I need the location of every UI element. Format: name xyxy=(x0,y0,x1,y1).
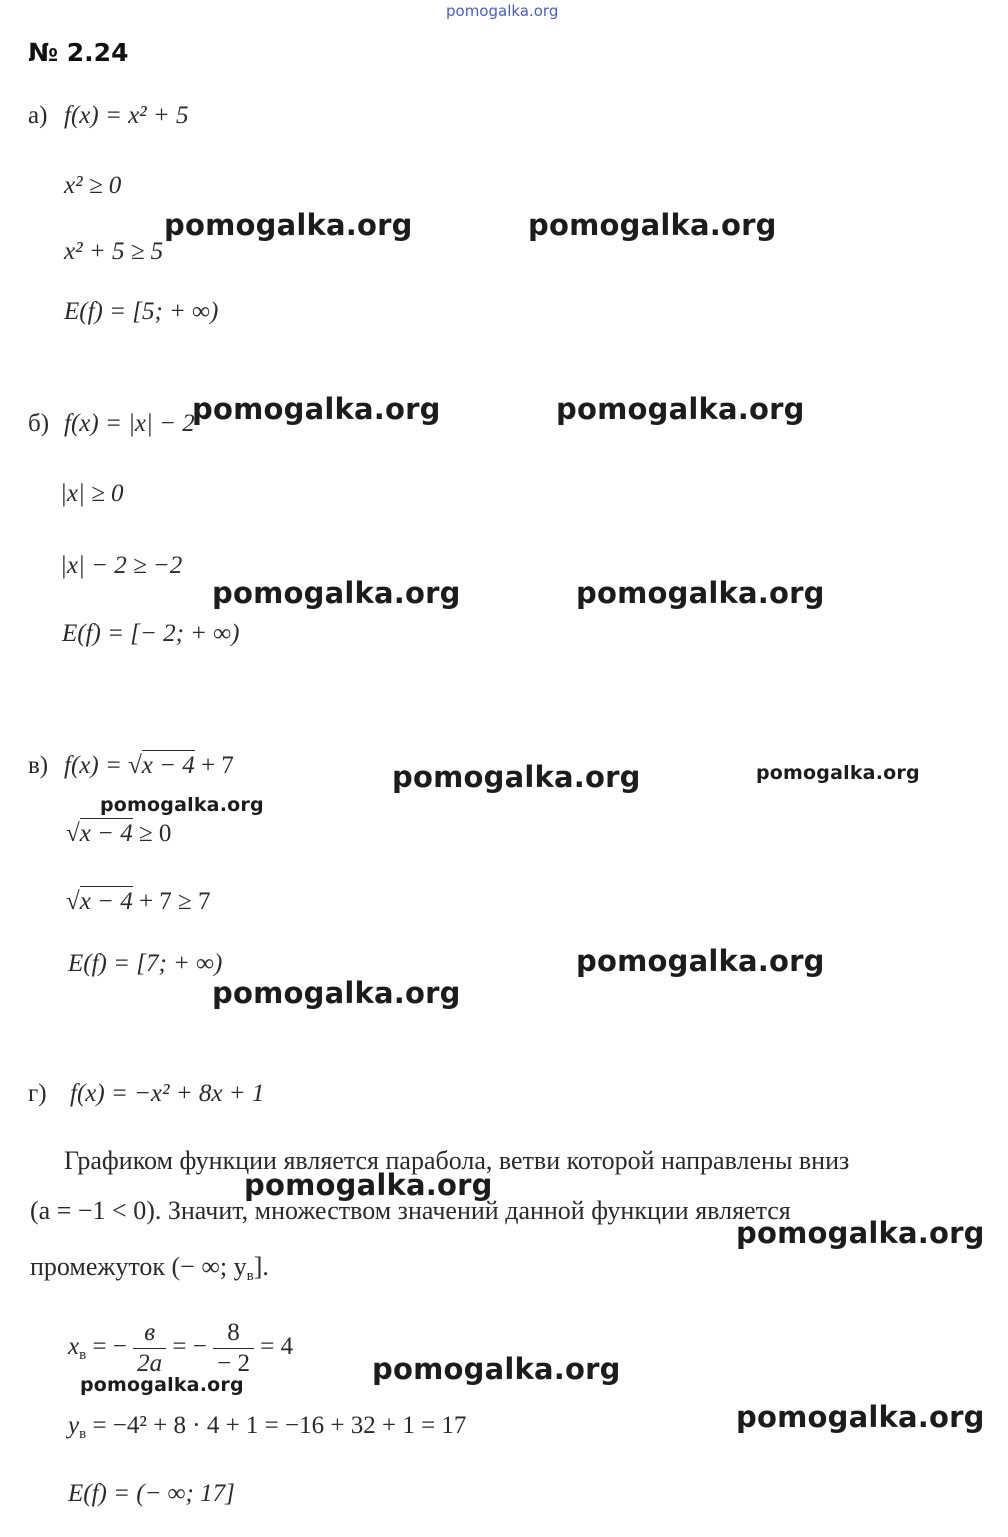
watermark: pomogalka.org xyxy=(244,1168,493,1202)
part-v-function: f(x) = √x − 4 + 7 xyxy=(64,752,234,779)
part-v-step1: √x − 4 ≥ 0 xyxy=(66,820,172,847)
part-g-text-line3: промежуток (− ∞; $y_в$]. xyxy=(30,1252,269,1284)
part-b-step1: |x| ≥ 0 xyxy=(60,480,124,507)
part-v-result: E(f) = [7; + ∞) xyxy=(68,950,223,977)
part-g-result: E(f) = (− ∞; 17] xyxy=(68,1480,235,1507)
watermark: pomogalka.org xyxy=(164,208,413,242)
watermark: pomogalka.org xyxy=(736,1400,985,1434)
watermark: pomogalka.org xyxy=(392,760,641,794)
part-a-step2: x² + 5 ≥ 5 xyxy=(64,238,164,265)
watermark: pomogalka.org xyxy=(192,392,441,426)
task-number: № 2.24 xyxy=(28,38,129,67)
part-b-step2: |x| − 2 ≥ −2 xyxy=(60,552,183,579)
watermark: pomogalka.org xyxy=(736,1216,985,1250)
part-b-label: б) xyxy=(28,410,50,437)
sqrt-sign: √ xyxy=(66,820,80,847)
watermark: pomogalka.org xyxy=(100,794,264,816)
part-g-label: г) xyxy=(28,1080,47,1107)
part-a-result: E(f) = [5; + ∞) xyxy=(64,298,219,325)
part-g-vertex-x: $x_в$ = − $\frac{в}{2a}$ = − $\frac{8}{- 2}$ = 4 xyxy=(68,1319,294,1377)
watermark: pomogalka.org xyxy=(212,576,461,610)
part-b-function: f(x) = |x| − 2 xyxy=(64,410,195,437)
part-a-label: а) xyxy=(28,102,48,129)
watermark: pomogalka.org xyxy=(212,976,461,1010)
part-b-result: E(f) = [− 2; + ∞) xyxy=(62,620,240,647)
part-a-step1: x² ≥ 0 xyxy=(64,172,122,199)
watermark: pomogalka.org xyxy=(556,392,805,426)
fraction: $\frac{8}{- 2}$ xyxy=(213,1318,254,1379)
fraction: $\frac{в}{2a}$ xyxy=(133,1318,166,1379)
sqrt-sign: √ xyxy=(128,752,142,779)
watermark: pomogalka.org xyxy=(576,944,825,978)
watermark: pomogalka.org xyxy=(756,762,920,784)
part-g-function: f(x) = −x² + 8x + 1 xyxy=(70,1080,265,1107)
part-v-step2: √x − 4 + 7 ≥ 7 xyxy=(66,888,211,915)
watermark: pomogalka.org xyxy=(528,208,777,242)
part-a-function: f(x) = x² + 5 xyxy=(64,102,189,129)
part-v-label: в) xyxy=(28,752,49,779)
part-g-text-line2: (a = −1 < 0). Значит, множеством значений данной функции является xyxy=(30,1196,791,1225)
watermark: pomogalka.org xyxy=(80,1374,244,1396)
site-header-link[interactable]: pomogalka.org xyxy=(446,2,559,20)
watermark: pomogalka.org xyxy=(372,1352,621,1386)
watermark: pomogalka.org xyxy=(576,576,825,610)
part-g-vertex-y: $y_в = -4^2 + 8 \cdot 4 + 1 = -16 + 32 + 1 = 17$ xyxy=(68,1412,467,1442)
sqrt-sign: √ xyxy=(66,888,80,915)
part-g-text-line1: Графиком функции является парабола, ветви которой направлены вниз xyxy=(64,1146,850,1175)
